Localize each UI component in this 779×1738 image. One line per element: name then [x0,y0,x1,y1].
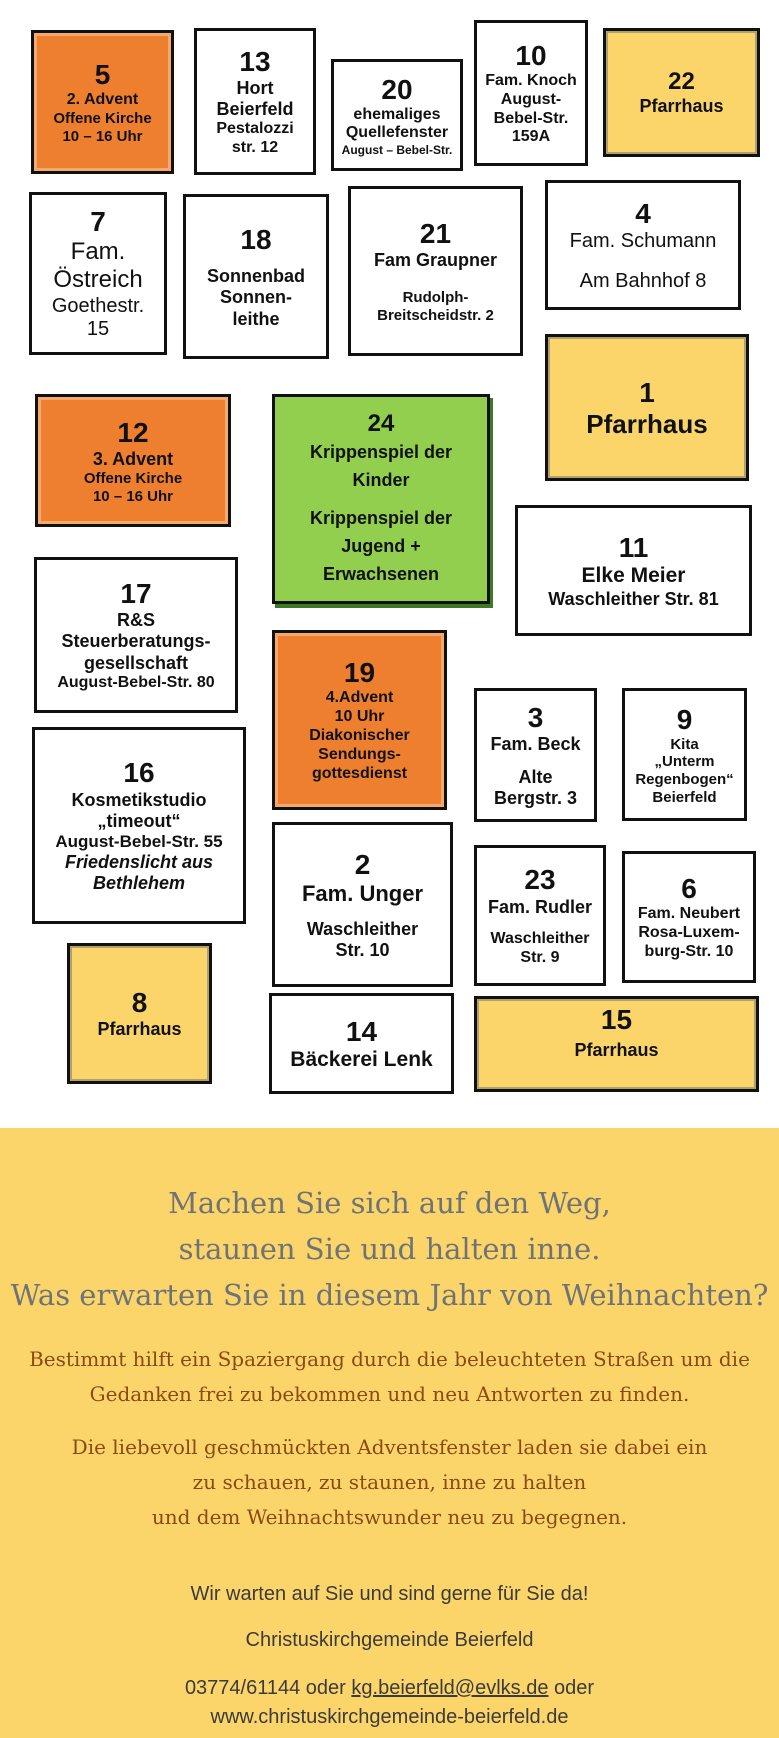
window-line: Fam. [70,238,126,266]
window-number: 17 [120,578,152,610]
window-line: Str. 10 [335,939,390,960]
window-line: leithe [232,308,280,329]
window-line: „Unterm [654,753,715,771]
window-number: 16 [123,757,155,789]
window-12 [35,394,231,527]
website-link[interactable]: www.christuskirchgemeinde-beierfeld.de [210,1706,569,1728]
window-line: Friedenslicht aus [64,852,214,873]
window-line: Pfarrhaus [574,1040,659,1061]
window-line: Jugend + [341,536,421,557]
window-16 [32,727,246,924]
window-line: burg-Str. 10 [644,942,734,960]
window-line: Pestalozzi [216,120,294,138]
window-number: 12 [117,416,149,448]
window-line: Offene Kirche [83,469,183,487]
phone-number: 03774/61144 oder [184,1677,346,1699]
window-line: August-Bebel-Str. 55 [55,831,223,851]
window-13 [194,28,316,175]
window-line: Breitscheidstr. 2 [377,307,494,325]
organization-name: Christuskirchgemeinde Beierfeld [245,1629,534,1651]
invitation-section [0,1128,779,1738]
window-line: Bethlehem [92,873,186,894]
window-line: R&S [116,610,155,631]
window-20 [331,59,463,171]
window-24 [272,394,490,604]
window-number: 5 [94,59,111,91]
window-line: Am Bahnhof 8 [579,269,707,292]
window-2 [272,822,453,987]
window-number: 8 [131,987,148,1019]
invitation-heading-line: Machen Sie sich auf den Weg, [168,1186,611,1220]
window-number: 3 [527,701,544,733]
window-line: „timeout“ [97,810,181,831]
window-line: 2. Advent [66,91,139,109]
window-5 [31,30,174,174]
window-line: Erwachsenen [322,564,440,585]
window-line: Rudolph- [402,289,469,307]
window-line: Sendungs- [318,745,401,763]
window-line: Str. 9 [520,948,560,966]
window-line: Sonnenbad [207,266,305,287]
window-line: Pfarrhaus [639,96,724,117]
window-line: gesellschaft [83,652,189,673]
window-line: Elke Meier [581,564,686,588]
window-line: Östreich [53,266,143,294]
invitation-text-line: Gedanken frei zu bekommen und neu Antworten zu finden. [89,1382,690,1406]
window-8 [67,943,212,1084]
invitation-text-line: Bestimmt hilft ein Spaziergang durch die beleuchteten Straßen um die [29,1347,750,1371]
window-line: Waschleither [490,929,590,947]
window-7 [29,192,167,355]
window-number: 4 [635,197,651,229]
window-number: 6 [681,873,697,905]
or-text: oder [554,1677,595,1699]
window-line: 4.Advent [325,689,394,707]
window-line: August-Bebel-Str. 80 [57,673,215,691]
window-22 [603,28,760,157]
window-3 [474,688,597,822]
window-line: 10 – 16 Uhr [92,487,174,505]
window-line: Quellefenster [345,124,449,142]
window-line: Krippenspiel der [309,442,453,463]
window-line: Rosa-Luxem- [638,924,740,942]
window-number: 18 [240,224,272,256]
window-line: 15 [86,318,110,341]
window-line: Sonnen- [220,287,292,308]
window-line: 10 Uhr [334,708,385,726]
window-line: str. 12 [231,139,279,157]
window-line: August – Bebel-Str. [341,143,453,158]
window-number: 10 [515,39,547,71]
window-number: 11 [618,531,649,563]
window-line: Fam. Schumann [569,229,717,252]
window-6 [622,851,756,983]
window-line: Fam. Rudler [487,896,593,917]
window-17 [34,557,238,713]
window-line: 3. Advent [92,448,174,469]
window-line: Waschleither [306,918,419,939]
window-number: 1 [639,376,655,408]
window-19 [272,630,447,810]
email-link[interactable]: kg.beierfeld@evlks.de [351,1677,549,1699]
window-line: Fam Graupner [373,250,498,271]
invitation-heading-line: Was erwarten Sie in diesem Jahr von Weihnachten? [10,1278,769,1312]
window-line: August- [500,90,562,108]
window-line: Steuerberatungs- [61,631,211,652]
window-line: Hort [236,77,274,98]
window-line: gottesdienst [311,764,408,782]
window-line: Offene Kirche [53,110,152,128]
window-line: Fam. Beck [490,733,581,754]
window-line: Beierfeld [216,99,294,120]
window-10 [474,20,588,166]
window-line: Goethestr. [51,294,145,317]
window-line: Bäckerei Lenk [290,1047,433,1071]
window-14 [269,993,454,1094]
window-number: 15 [600,1004,633,1035]
window-number: 22 [668,67,695,95]
window-line: Regenbogen“ [635,771,734,789]
window-number: 19 [343,657,376,689]
window-18 [183,194,329,359]
window-line: Fam. Knoch [485,71,577,89]
window-line: Fam. Unger [301,880,424,906]
window-line: Kinder [352,470,410,491]
window-line: Kita [670,735,699,753]
window-number: 13 [239,45,271,77]
window-23 [474,845,606,986]
window-number: 20 [381,73,413,105]
window-line: Pfarrhaus [97,1019,182,1040]
window-line: Kosmetikstudio [71,789,207,810]
window-number: 23 [524,864,556,896]
window-line: Fam. Neubert [637,905,741,923]
window-line: Beierfeld [652,788,717,806]
window-number: 9 [676,703,693,735]
window-line: Bergstr. 3 [493,788,578,809]
window-11 [515,505,752,636]
window-21 [348,186,523,356]
window-line: Alte [518,766,553,787]
invitation-text-line: zu schauen, zu staunen, inne zu halten [192,1470,587,1494]
window-line: 159A [511,128,551,146]
contact-line [0,1677,779,1700]
window-number: 2 [354,848,371,880]
window-line: Bebel-Str. [493,109,569,127]
window-line: 10 – 16 Uhr [62,127,143,145]
invitation-text-line: Die liebevoll geschmückten Adventsfenster laden sie dabei ein [71,1435,708,1459]
window-1 [545,334,749,481]
window-line: Diakonischer [309,727,410,745]
window-line: ehemaliges [353,105,441,123]
window-number: 14 [345,1015,378,1047]
window-number: 24 [367,409,395,437]
window-line: Krippenspiel der [309,508,453,529]
window-number: 7 [90,206,106,238]
window-9 [622,688,747,821]
invitation-heading-line: staunen Sie und halten inne. [178,1232,601,1266]
window-line: Pfarrhaus [586,408,708,439]
window-number: 21 [419,218,452,250]
invitation-text-line: und dem Weihnachtswunder neu zu begegnen. [151,1505,628,1529]
window-4 [545,180,741,310]
window-line: Waschleither Str. 81 [548,588,719,609]
window-15 [474,996,759,1092]
welcome-text: Wir warten auf Sie und sind gerne für Sie da! [190,1583,589,1605]
